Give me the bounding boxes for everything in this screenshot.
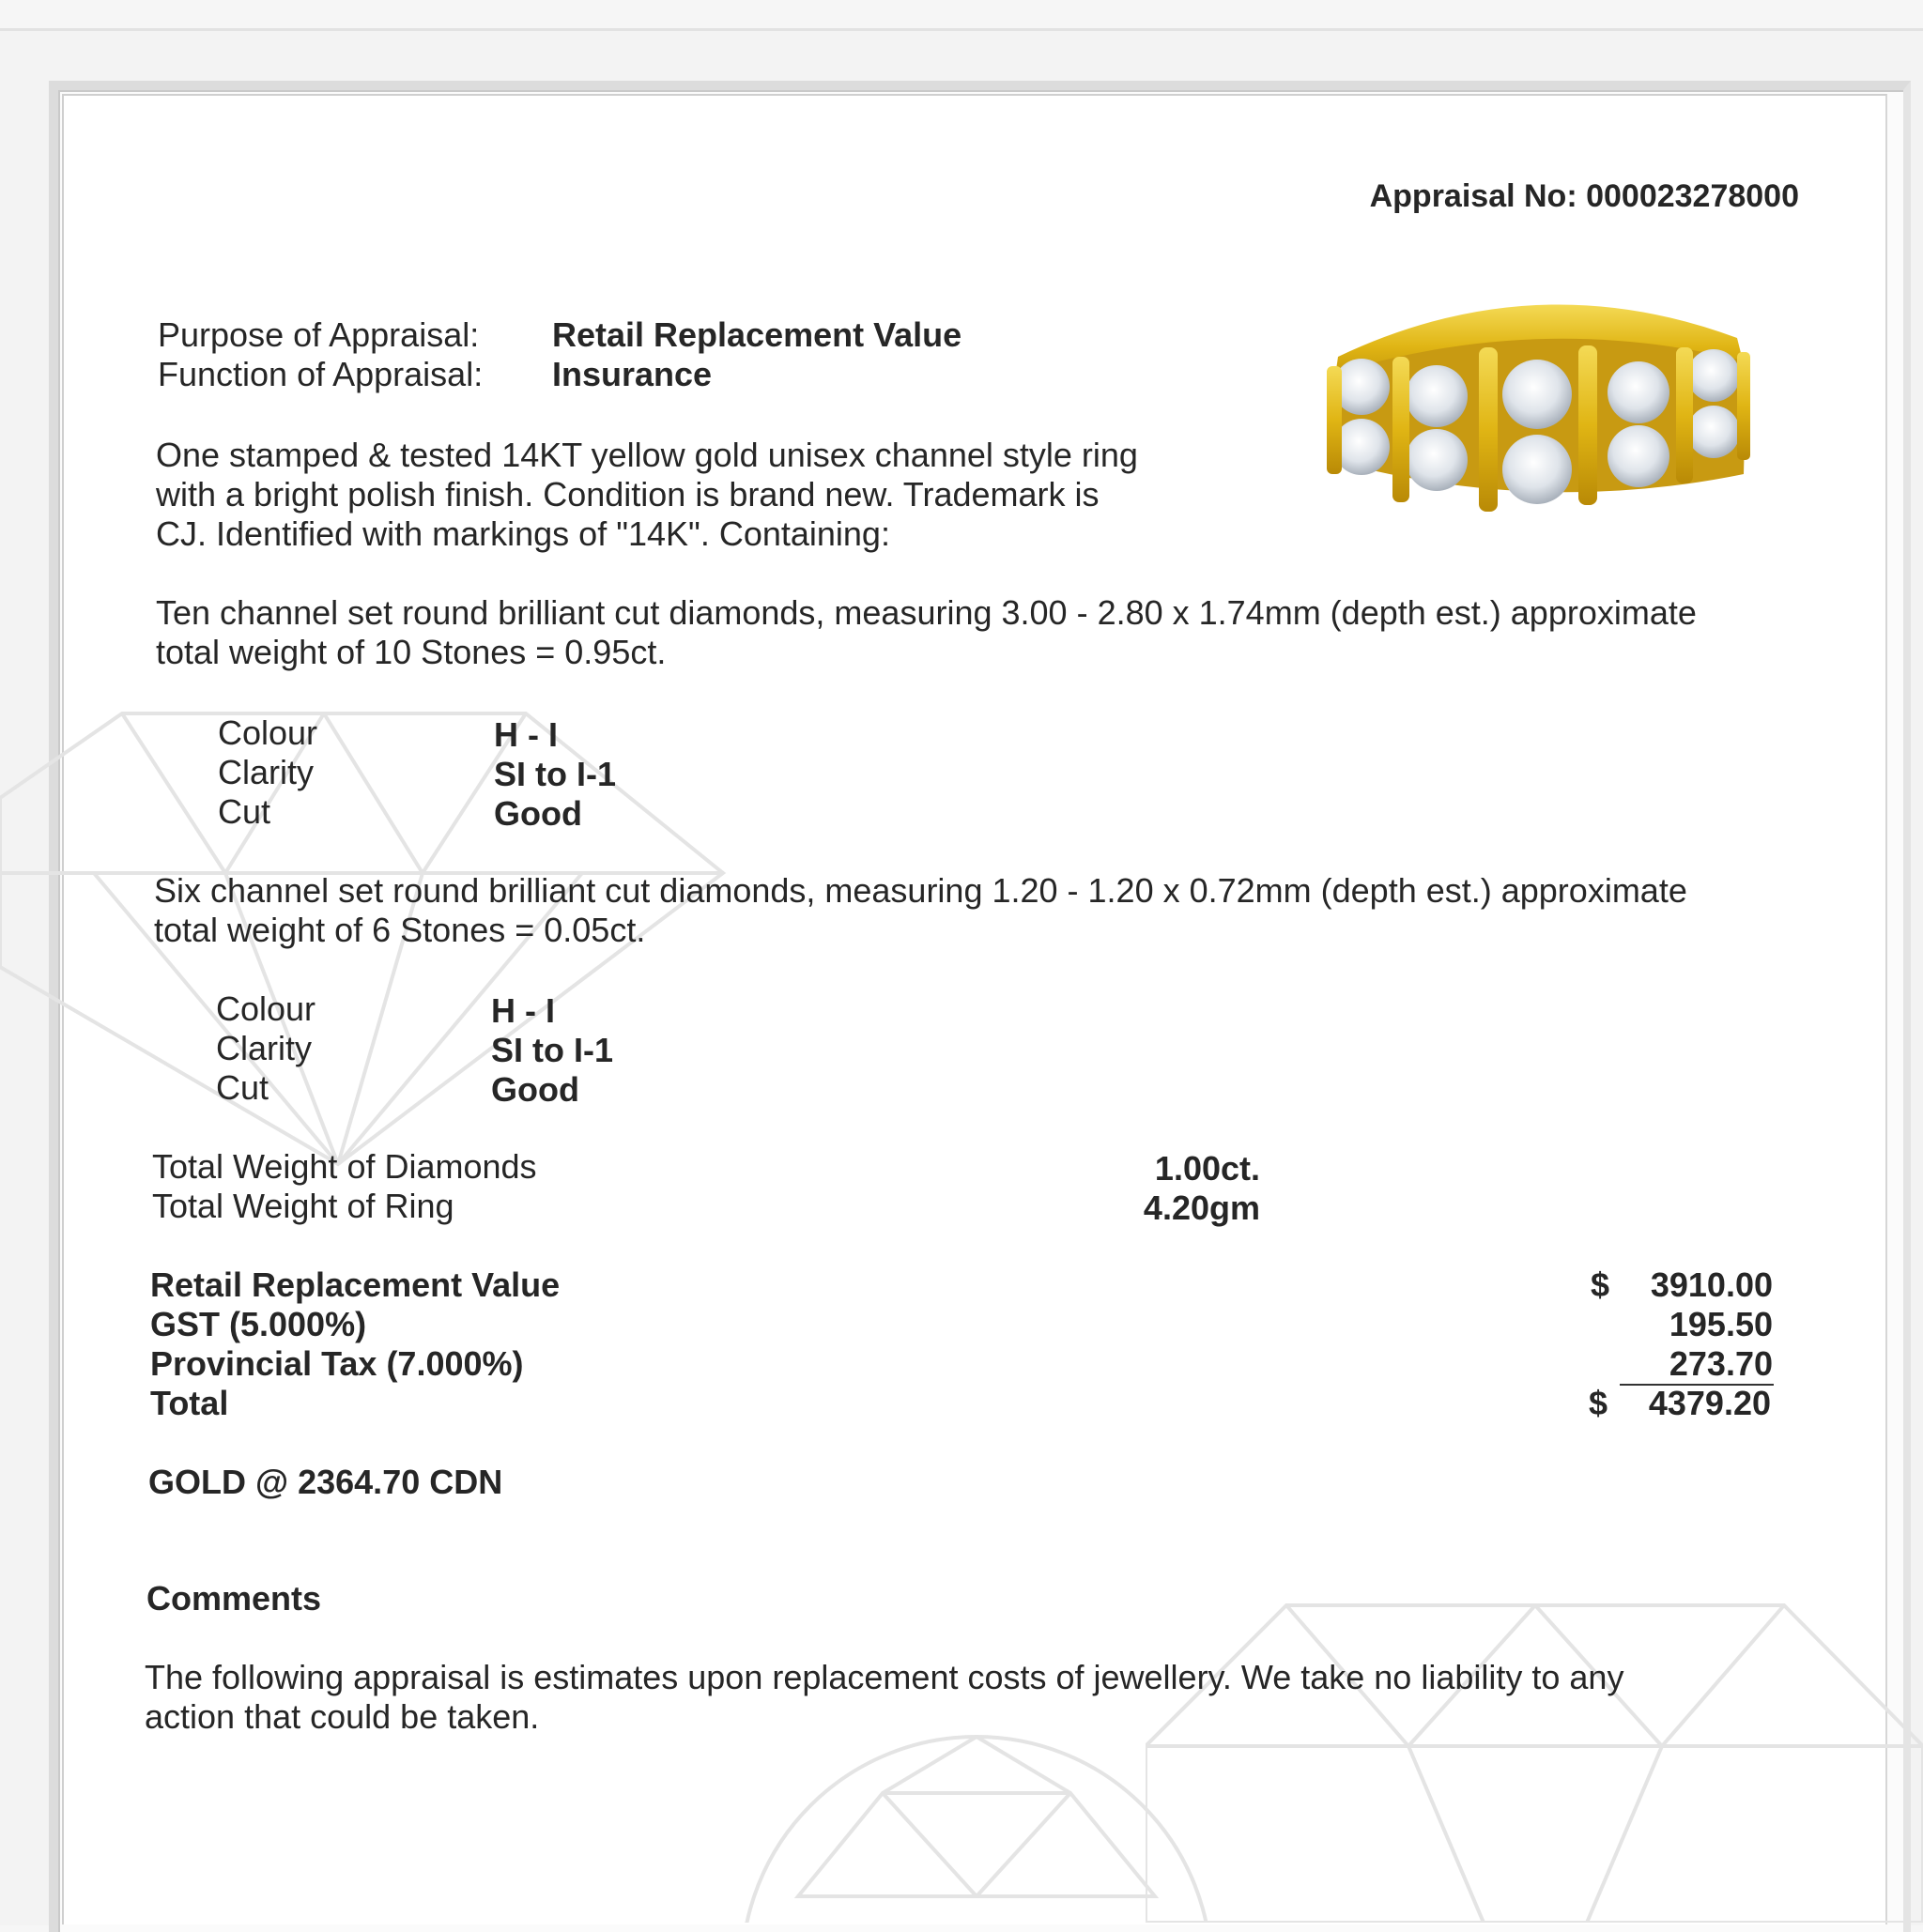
grade-value-colour: H - I <box>491 991 555 1030</box>
description-line: CJ. Identified with markings of "14K". Containing: <box>156 514 890 553</box>
grade-label-cut: Cut <box>216 1068 269 1107</box>
retail-value-label: Retail Replacement Value <box>150 1265 561 1304</box>
stone-group-2-line: Six channel set round brilliant cut diamonds, measuring 1.20 - 1.20 x 0.72mm (depth est.) approximate <box>154 871 1687 910</box>
ring-photo <box>1319 272 1756 554</box>
comments-heading: Comments <box>146 1579 322 1618</box>
function-value: Insurance <box>552 355 713 393</box>
currency-symbol: $ <box>1589 1384 1608 1422</box>
grade-label-cut: Cut <box>218 792 271 831</box>
grade-value-cut: Good <box>491 1070 579 1109</box>
gold-price: GOLD @ 2364.70 CDN <box>148 1463 503 1501</box>
comments-line: The following appraisal is estimates upon replacement costs of jewellery. We take no liability to any <box>145 1658 1624 1696</box>
total-ring-label: Total Weight of Ring <box>152 1187 454 1225</box>
stone-group-2-line: total weight of 6 Stones = 0.05ct. <box>154 911 646 949</box>
grade-value-clarity: SI to I-1 <box>494 755 617 793</box>
description-line: with a bright polish finish. Condition is brand new. Trademark is <box>156 475 1100 514</box>
stone-group-1-line: total weight of 10 Stones = 0.95ct. <box>156 633 667 671</box>
gst-amount: 195.50 <box>1669 1305 1773 1343</box>
total-ring-value: 4.20gm <box>1143 1188 1260 1227</box>
grade-label-colour: Colour <box>216 989 316 1028</box>
grade-value-cut: Good <box>494 794 582 833</box>
provincial-tax-label: Provincial Tax (7.000%) <box>150 1344 524 1383</box>
provincial-tax-amount: 273.70 <box>1669 1344 1773 1383</box>
purpose-label: Purpose of Appraisal: <box>158 315 480 354</box>
purpose-value: Retail Replacement Value <box>552 315 962 354</box>
grade-label-colour: Colour <box>218 713 318 752</box>
appraisal-number: Appraisal No: 000023278000 <box>1369 178 1799 214</box>
gst-label: GST (5.000%) <box>150 1305 367 1343</box>
total-label: Total <box>150 1384 229 1422</box>
grade-value-clarity: SI to I-1 <box>491 1031 614 1069</box>
total-diamonds-label: Total Weight of Diamonds <box>152 1147 537 1186</box>
grade-label-clarity: Clarity <box>216 1029 313 1067</box>
total-amount: 4379.20 <box>1648 1384 1771 1422</box>
grade-value-colour: H - I <box>494 715 558 754</box>
currency-symbol: $ <box>1591 1265 1610 1304</box>
function-label: Function of Appraisal: <box>158 355 484 393</box>
comments-line: action that could be taken. <box>145 1697 540 1736</box>
stone-group-1-line: Ten channel set round brilliant cut diamonds, measuring 3.00 - 2.80 x 1.74mm (depth est.) approximate <box>156 593 1697 632</box>
grade-label-clarity: Clarity <box>218 753 315 791</box>
retail-value-amount: 3910.00 <box>1650 1265 1773 1304</box>
description-line: One stamped & tested 14KT yellow gold unisex channel style ring <box>156 436 1138 474</box>
total-diamonds-value: 1.00ct. <box>1154 1149 1260 1188</box>
